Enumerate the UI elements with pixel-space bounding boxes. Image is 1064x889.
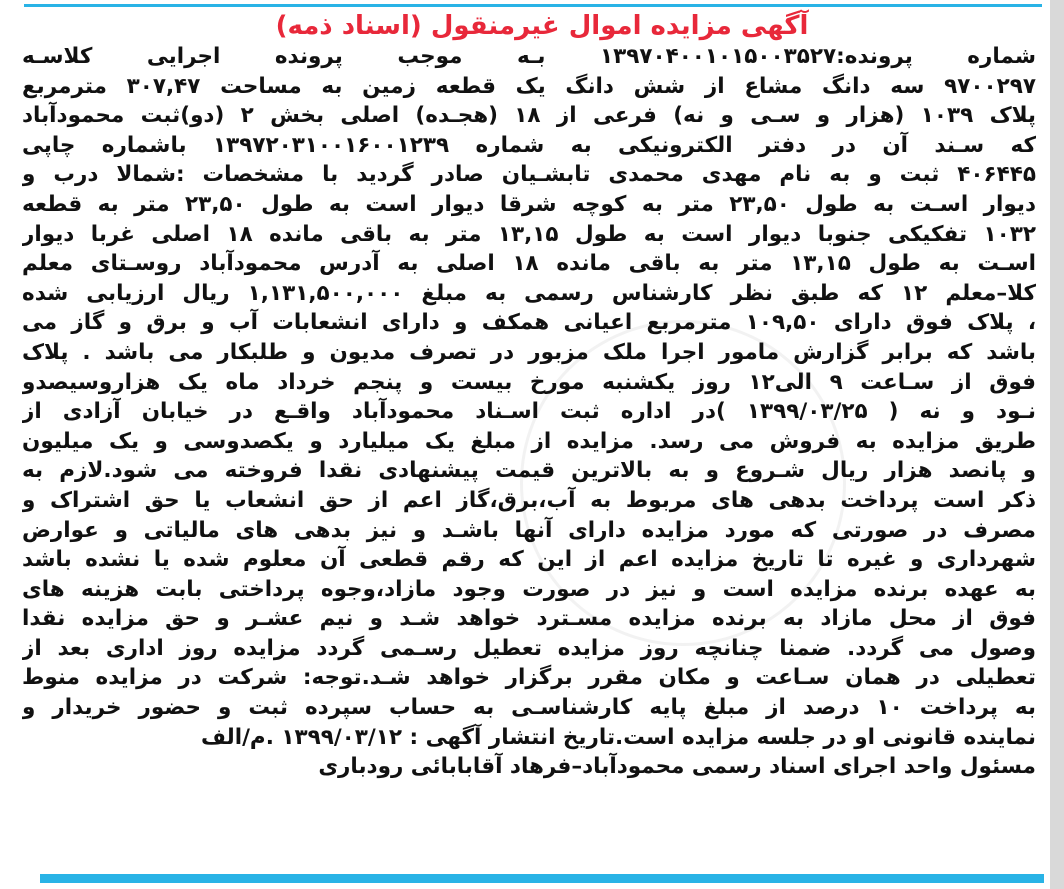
notice-line: ، پلاک فوق دارای ۱۰۹,۵۰ مترمربع اعیانی همکف و دارای انشعابات آب و برق و گاز می <box>22 310 1036 336</box>
notice-line: پلاک ۱۰۳۹ (هزار و سـی و نه) فرعی از ۱۸ (هجـده) اصلی بخش ۲ (دو)ثبت محمودآباد <box>22 103 1036 129</box>
notice-line: به پرداخت ۱۰ درصد از مبلغ پایه کارشناسـی به حساب سپرده ثبت و حضور خریدار و <box>22 695 1036 721</box>
notice-line: فوق از سـاعت ۹ الی۱۲ روز یکشنبه مورخ بیست و پنجم خرداد ماه یک هزاروسیصدو <box>22 369 1036 395</box>
notice-line: و پانصد هزار ریال شـروع و به بالاترین قیمت پیشنهادی نقدا فروخته می شود.لازم به <box>22 458 1036 484</box>
notice-line: ۱۰۳۲ تفکیکی جنوبا دیوار است به طول ۱۳,۱۵ متر به باقی مانده ۱۸ اصلی غربا دیوار <box>22 221 1036 247</box>
notice-line: مصرف در صورتی که مورد مزایده دارای آنها باشـد و نیز بدهی های مالیاتی و عوارض <box>22 517 1036 543</box>
notice-line: به عهده برنده مزایده است و نیز در صورت وجود مازاد،وجوه پرداختی بابت هزینه های <box>22 576 1036 602</box>
notice-line: شماره پرونده:۱۳۹۷۰۴۰۰۱۰۱۵۰۰۳۵۲۷ بـه موجب پرونده اجرایی کلاسـه <box>22 44 1036 69</box>
notice-line: ۹۷۰۰۲۹۷ سه دانگ مشاع از شش دانگ یک قطعه زمین به مساحت ۳۰۷,۴۷ مترمربع <box>22 73 1036 99</box>
notice-body <box>22 42 1036 782</box>
signature-line: مسئول واحد اجرای اسناد رسمی محمودآباد–فرهاد آقابابائی رودباری <box>318 754 1036 780</box>
notice-line: باشد که برابر گزارش مامور اجرا ملک مزبور در تصرف مدیون و طلبکار می باشد . پلاک <box>22 339 1036 365</box>
notice-line: تعطیلی در همان سـاعت و مکان مقرر برگزار خواهد شـد.توجه: شرکت در مزایده منوط <box>22 665 1036 691</box>
notice-line: فوق از محل مازاد به برنده مزایده مسـترد خواهد شـد و نیم عشـر و حق مزایده نقدا <box>22 606 1036 632</box>
page-edge <box>1050 0 1064 889</box>
notice-line: وصول می گردد. ضمنا چنانچه روز مزایده تعطیل رسـمی گردد مزایده روز اداری بعد از <box>22 635 1036 661</box>
notice-line: اسـت به طول ۱۳,۱۵ متر به باقی مانده ۱۸ اصلی به آدرس محمودآباد روسـتای معلم <box>22 251 1036 277</box>
notice-line: ذکر است پرداخت بدهی های مربوط به آب،برق،گاز اعم از حق انشعاب یا حق اشتراک و <box>22 487 1036 513</box>
bottom-rule <box>40 874 1044 883</box>
notice-line: نـود و نه ( ۱۳۹۹/۰۳/۲۵ )در اداره ثبت اسـناد محمودآباد واقـع در خیابان آزادی از <box>22 399 1036 425</box>
notice-line: ۴۰۶۴۴۵ ثبت و به نام مهدی محمدی تابشـیان صادر گردید با مشخصات :شمالا درب و <box>22 162 1036 188</box>
notice-line: که سـند آن در دفتر الکترونیکی به شماره ۱۳۹۷۲۰۳۱۰۰۱۶۰۰۱۲۳۹ باشماره چاپی <box>22 132 1036 158</box>
notice-title: آگهی مزایده اموال غیرمنقول (اسناد ذمه) <box>275 11 809 41</box>
notice-line: کلا–معلم ۱۲ که طبق نظر کارشناس رسمی به مبلغ ۱,۱۳۱,۵۰۰,۰۰۰ ریال ارزیابی شده <box>22 280 1036 306</box>
notice-line: شهرداری و غیره تا تاریخ مزایده اعم از این که رقم قطعی آن معلوم شده یا نشده باشد <box>22 547 1036 573</box>
notice-line: دیوار اسـت به طول ۲۳,۵۰ متر به کوچه شرقا دیوار است به طول ۲۳,۵۰ متر به قطعه <box>22 191 1036 217</box>
notice-line: طریق مزایده به فروش می رسد. مزایده از مبلغ یک میلیارد و یکصدوسی و یک میلیون <box>22 428 1036 454</box>
notice-line: نماینده قانونی او در جلسه مزایده است.تاریخ انتشار آگهی : ۱۳۹۹/۰۳/۱۲ .م/الف <box>201 724 1036 750</box>
